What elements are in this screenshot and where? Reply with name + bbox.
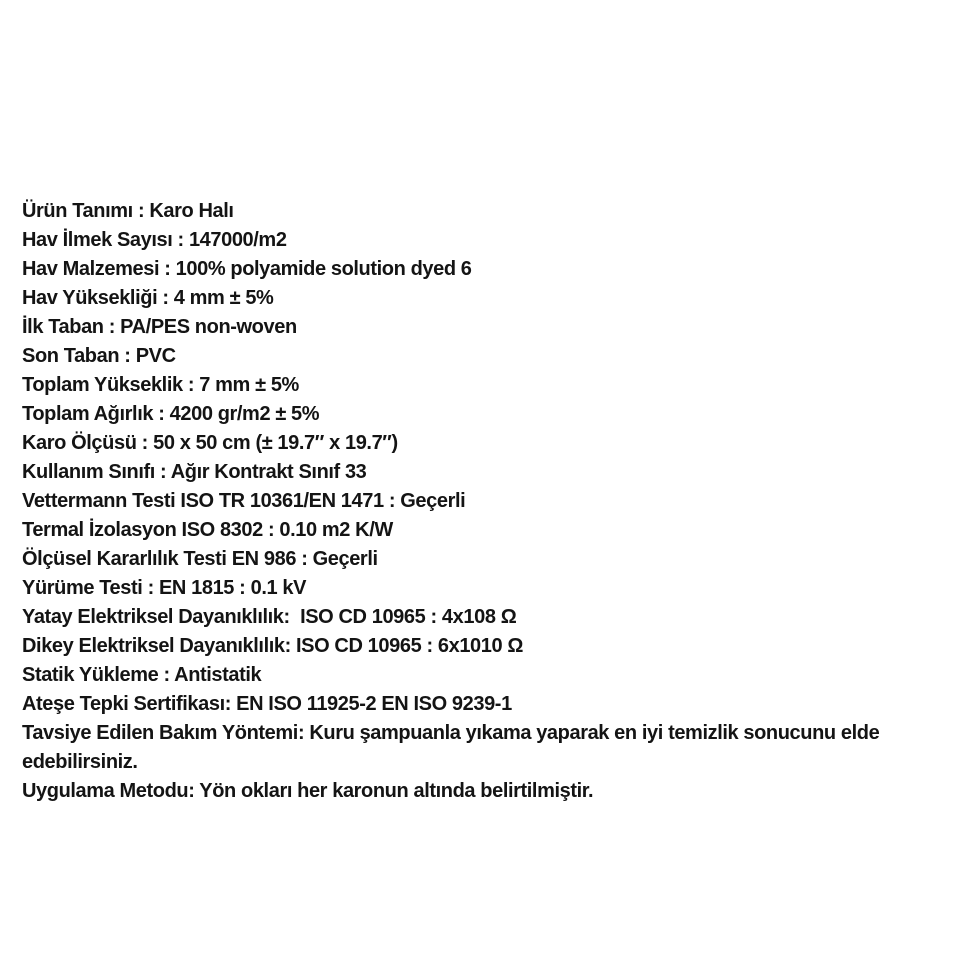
spec-line: Toplam Ağırlık : 4200 gr/m2 ± 5% (22, 403, 320, 425)
spec-line: Uygulama Metodu: Yön okları her karonun altında belirtilmiştir. (22, 780, 594, 802)
product-spec-sheet (22, 197, 962, 806)
spec-line: Toplam Yükseklik : 7 mm ± 5% (22, 374, 299, 396)
spec-line: Ölçüsel Kararlılık Testi EN 986 : Geçerli (22, 548, 378, 570)
spec-line: Kullanım Sınıfı : Ağır Kontrakt Sınıf 33 (22, 461, 367, 483)
spec-line: Hav Malzemesi : 100% polyamide solution dyed 6 (22, 258, 472, 280)
spec-line: Statik Yükleme : Antistatik (22, 664, 262, 686)
spec-line: Hav Yüksekliği : 4 mm ± 5% (22, 287, 274, 309)
spec-line: Termal İzolasyon ISO 8302 : 0.10 m2 K/W (22, 519, 393, 541)
spec-line: Dikey Elektriksel Dayanıklılık: ISO CD 10965 : 6x1010 Ω (22, 635, 523, 657)
spec-line: İlk Taban : PA/PES non-woven (22, 316, 297, 338)
spec-line: Vettermann Testi ISO TR 10361/EN 1471 : Geçerli (22, 490, 466, 512)
spec-line: Ürün Tanımı : Karo Halı (22, 200, 234, 222)
spec-line: Yürüme Testi : EN 1815 : 0.1 kV (22, 577, 307, 599)
spec-line: Yatay Elektriksel Dayanıklılık: ISO CD 10965 : 4x108 Ω (22, 606, 517, 628)
spec-line: Tavsiye Edilen Bakım Yöntemi: Kuru şampuanla yıkama yaparak en iyi temizlik sonucunu elde edebilirsiniz. (22, 722, 885, 773)
spec-line: Ateşe Tepki Sertifikası: EN ISO 11925-2 EN ISO 9239-1 (22, 693, 512, 715)
spec-line: Hav İlmek Sayısı : 147000/m2 (22, 229, 287, 251)
spec-line: Karo Ölçüsü : 50 x 50 cm (± 19.7″ x 19.7″) (22, 432, 398, 454)
spec-line: Son Taban : PVC (22, 345, 176, 367)
